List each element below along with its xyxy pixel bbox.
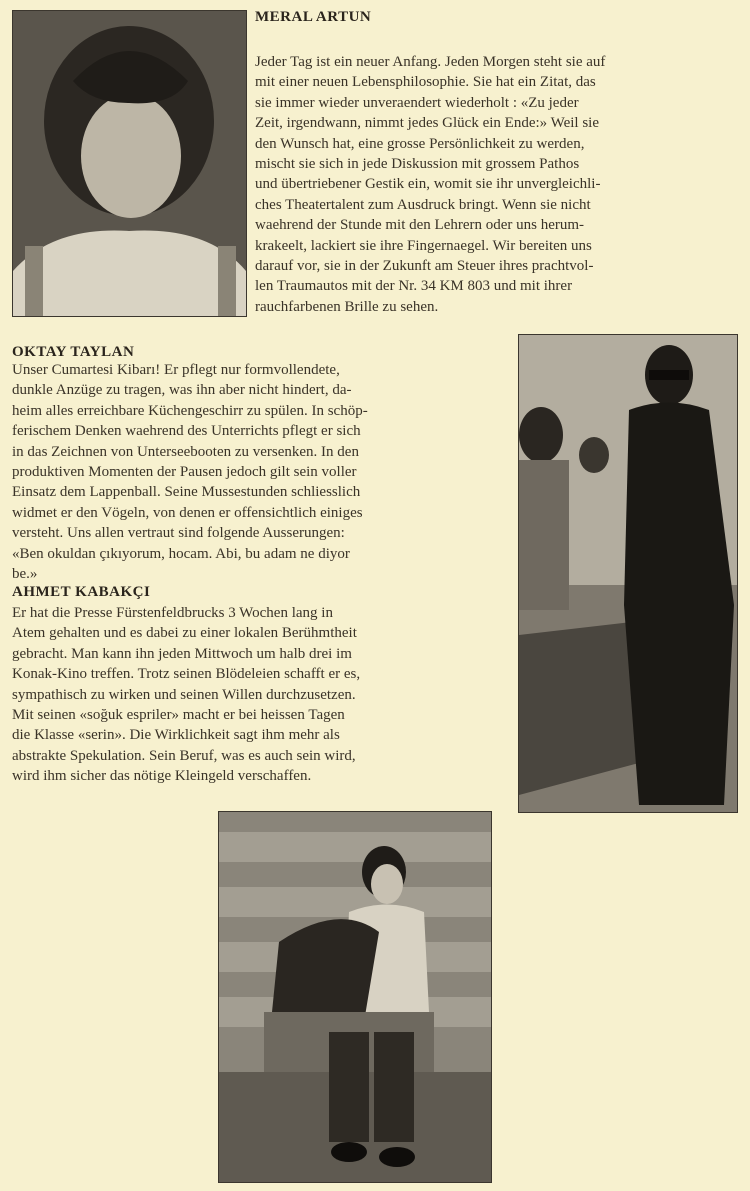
text-line: den Wunsch hat, eine grosse Persönlichkeit zu werden, bbox=[255, 135, 585, 152]
text-line: rauchfarbenen Brille zu sehen. bbox=[255, 298, 439, 315]
text-line: dunkle Anzüge zu tragen, was ihn aber nicht hindert, da- bbox=[12, 382, 352, 399]
name-heading-meral: MERAL ARTUN bbox=[255, 9, 372, 25]
text-line: widmet er den Vögeln, von denen er offensichtlich einiges bbox=[12, 504, 363, 521]
text-line: Jeder Tag ist ein neuer Anfang. Jeden Morgen steht sie auf bbox=[255, 54, 606, 70]
text-line: Mit seinen «soğuk espriler» macht er bei heissen Tagen bbox=[12, 707, 345, 724]
text-line: Zeit, irgendwann, nimmt jedes Glück ein Ende:» Weil sie bbox=[255, 115, 599, 132]
text-line: Konak-Kino treffen. Trotz seinen Blödeleien schafft er es, bbox=[12, 666, 361, 683]
text-line: sympathisch zu wirken und seinen Willen durchzusetzen. bbox=[12, 686, 356, 703]
bio-text-meral bbox=[255, 52, 735, 317]
text-line: sie immer wieder unveraendert wiederholt : «Zu jeder bbox=[255, 94, 579, 111]
text-line: Einsatz dem Lappenball. Seine Mussestunden schliesslich bbox=[12, 484, 361, 501]
text-line: Atem gehalten und es dabei zu einer lokalen Berühmtheit bbox=[12, 625, 357, 642]
text-line: mit einer neuen Lebensphilosophie. Sie hat ein Zitat, das bbox=[255, 74, 596, 91]
text-line: ches Theatertalent zum Ausdruck bringt. Wenn sie nicht bbox=[255, 196, 591, 213]
text-line: gebracht. Man kann ihn jeden Mittwoch um halb drei im bbox=[12, 645, 352, 662]
text-line: heim alles erreichbare Küchengeschirr zu spülen. In schöp- bbox=[12, 402, 368, 419]
photo-oktay bbox=[518, 334, 738, 813]
bio-text-ahmet bbox=[12, 603, 494, 787]
text-line: Er hat die Presse Fürstenfeldbrucks 3 Wochen lang in bbox=[12, 605, 333, 621]
name-heading-oktay: OKTAY TAYLAN bbox=[12, 344, 135, 360]
photo-ahmet bbox=[218, 811, 492, 1183]
portrait-photo-meral bbox=[12, 10, 247, 317]
text-line: versteht. Uns allen vertraut sind folgende Ausserungen: bbox=[12, 525, 345, 542]
text-line: in das Zeichnen von Unterseebooten zu versenken. In den bbox=[12, 443, 359, 460]
text-line: ferischem Denken waehrend des Unterrichts pflegt er sich bbox=[12, 423, 361, 440]
text-line: und übertriebener Gestik ein, womit sie ihr unvergleichli- bbox=[255, 176, 601, 193]
name-heading-ahmet: AHMET KABAKÇI bbox=[12, 584, 151, 600]
text-line: die Klasse «serin». Die Wirklichkeit sagt ihm mehr als bbox=[12, 727, 340, 744]
text-line: «Ben okuldan çıkıyorum, hocam. Abi, bu adam ne diyor bbox=[12, 545, 350, 562]
text-line: be.» bbox=[12, 566, 38, 583]
text-line: produktiven Momenten der Pausen jedoch gilt sein voller bbox=[12, 464, 357, 481]
text-line: abstrakte Spekulation. Sein Beruf, was es auch sein wird, bbox=[12, 747, 356, 764]
text-line: krakeelt, lackiert sie ihre Fingernaegel. Wir bereiten uns bbox=[255, 237, 592, 254]
text-line: len Traumautos mit der Nr. 34 KM 803 und mit ihrer bbox=[255, 278, 573, 295]
text-line: Unser Cumartesi Kibarı! Er pflegt nur formvollendete, bbox=[12, 362, 340, 378]
text-line: mischt sie sich in jede Diskussion mit grossem Pathos bbox=[255, 156, 580, 173]
text-line: darauf vor, sie in der Zukunft am Steuer ihres prachtvol- bbox=[255, 258, 594, 275]
text-line: wird ihm sicher das nötige Kleingeld verschaffen. bbox=[12, 768, 312, 785]
text-line: waehrend der Stunde mit den Lehrern oder uns herum- bbox=[255, 217, 585, 234]
bio-text-oktay bbox=[12, 360, 494, 584]
